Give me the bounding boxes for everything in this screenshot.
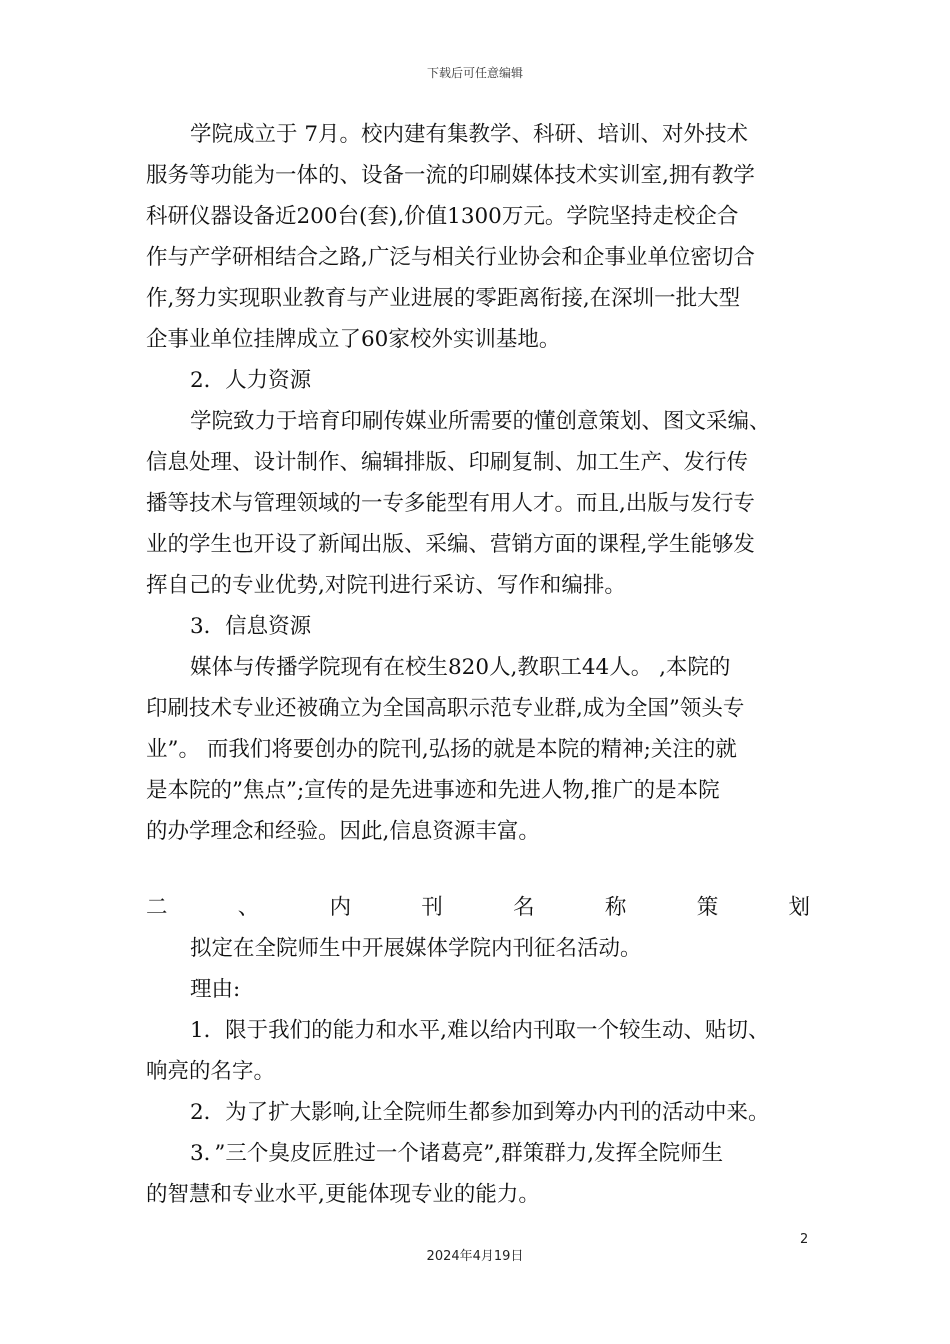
page-number: 2 — [800, 1232, 809, 1247]
heading-char: 称 — [604, 895, 627, 920]
paragraph-line: 拟定在全院师生中开展媒体学院内刊征名活动。 — [190, 936, 642, 961]
paragraph-line: 挥自己的专业优势,对院刊进行采访、写作和编排。 — [146, 573, 626, 598]
list-item: 3．”三个臭皮匠胜过一个诸葛亮”,群策群力,发挥全院师生 — [190, 1141, 724, 1166]
paragraph-line: 业的学生也开设了新闻出版、采编、营销方面的课程,学生能够发 — [146, 532, 755, 557]
heading-char: 、 — [237, 895, 260, 920]
heading-char: 名 — [513, 895, 535, 920]
paragraph-line: 信息处理、设计制作、编辑排版、印刷复制、加工生产、发行传 — [146, 450, 749, 475]
paragraph-line: 科研仪器设备近200台(套),价值1300万元。学院坚持走校企合 — [146, 204, 739, 229]
section-heading: 3．信息资源 — [190, 614, 312, 639]
paragraph-line: 作与产学研相结合之路,广泛与相关行业协会和企事业单位密切合 — [146, 245, 755, 270]
paragraph-line: 学院致力于培育印刷传媒业所需要的懂创意策划、图文采编、 — [190, 409, 771, 434]
chapter-heading — [146, 893, 810, 923]
list-item-continuation: 的智慧和专业水平,更能体现专业的能力。 — [146, 1182, 540, 1207]
list-item: 2．为了扩大影响,让全院师生都参加到筹办内刊的活动中来。 — [190, 1100, 770, 1125]
heading-char: 二 — [146, 895, 168, 920]
list-item: 1．限于我们的能力和水平,难以给内刊取一个较生动、贴切、 — [190, 1018, 770, 1043]
list-item-continuation: 响亮的名字。 — [146, 1059, 276, 1084]
paragraph-line: 是本院的”焦点”;宣传的是先进事迹和先进人物,推广的是本院 — [146, 778, 720, 803]
paragraph-line: 作,努力实现职业教育与产业进展的零距离衔接,在深圳一批大型 — [146, 286, 741, 311]
heading-char: 内 — [329, 895, 352, 920]
heading-char: 策 — [696, 895, 719, 920]
paragraph-line: 理由: — [190, 977, 241, 1002]
paragraph-line: 印刷技术专业还被确立为全国高职示范专业群,成为全国”领头专 — [146, 696, 745, 721]
paragraph-line: 的办学理念和经验。因此,信息资源丰富。 — [146, 819, 540, 844]
paragraph-line: 播等技术与管理领域的一专多能型有用人才。而且,出版与发行专 — [146, 491, 755, 516]
heading-char: 划 — [788, 895, 810, 920]
paragraph-line: 学院成立于 7月。校内建有集教学、科研、培训、对外技术 — [190, 122, 749, 147]
heading-char: 刊 — [421, 895, 443, 920]
paragraph-line: 服务等功能为一体的、设备一流的印刷媒体技术实训室,拥有教学 — [146, 163, 755, 188]
footer-date: 2024年4月19日 — [426, 1249, 524, 1264]
paragraph-line: 企事业单位挂牌成立了60家校外实训基地。 — [146, 327, 561, 352]
paragraph-line: 业”。 而我们将要创办的院刊,弘扬的就是本院的精神;关注的就 — [146, 737, 737, 762]
section-heading: 2．人力资源 — [190, 368, 312, 393]
page-header: 下载后可任意编辑 — [426, 66, 523, 80]
paragraph-line: 媒体与传播学院现有在校生820人,教职工44人。 ,本院的 — [190, 655, 731, 680]
